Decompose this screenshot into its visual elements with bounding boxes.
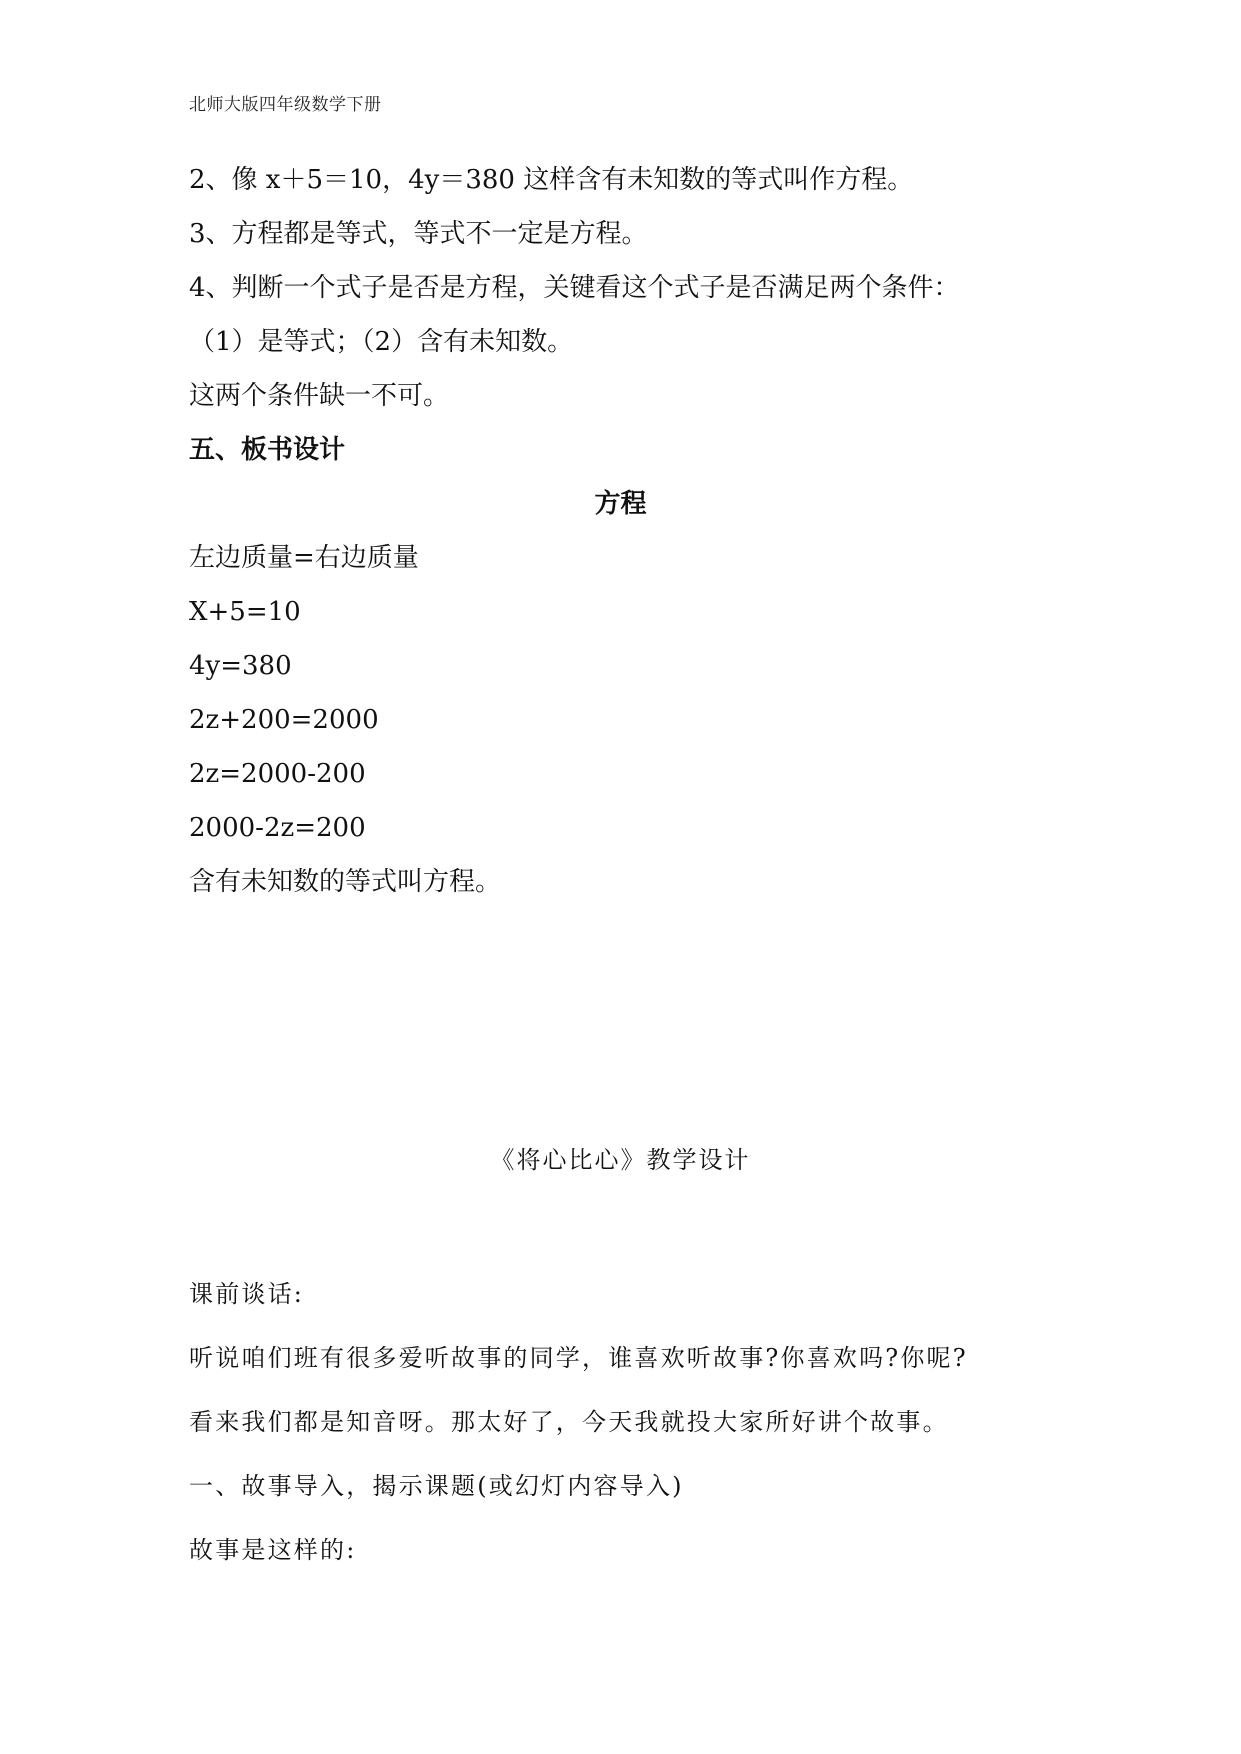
equation-definition-section (189, 153, 1069, 423)
board-equation: 2z=2000-200 (189, 759, 366, 789)
lesson-line: 看来我们都是知音呀。那太好了，今天我就投大家所好讲个故事。 (189, 1408, 949, 1436)
board-design-heading: 五、板书设计 (189, 435, 346, 465)
definition-line: （1）是等式；（2）含有未知数。 (189, 327, 574, 357)
board-equation: X+5=10 (189, 597, 301, 627)
board-line: 左边质量=右边质量 (189, 543, 419, 573)
lesson-line: 一、故事导入，揭示课题(或幻灯内容导入) (189, 1472, 684, 1500)
lesson-line: 故事是这样的: (189, 1536, 357, 1564)
definition-line: 3、方程都是等式，等式不一定是方程。 (189, 219, 648, 249)
board-equation: 2z+200=2000 (189, 705, 379, 735)
lesson-plan-title: 《将心比心》教学设计 (490, 1146, 751, 1174)
board-equation: 2000-2z=200 (189, 813, 366, 843)
definition-line: 这两个条件缺一不可。 (189, 381, 450, 411)
board-design-content (189, 531, 1069, 909)
definition-line: 2、像 x＋5＝10，4y＝380 这样含有未知数的等式叫作方程。 (189, 165, 914, 195)
definition-line: 4、判断一个式子是否是方程，关键看这个式子是否满足两个条件： (189, 273, 960, 303)
lesson-line: 课前谈话: (189, 1280, 305, 1308)
lesson-plan-body (189, 1262, 1069, 1582)
page-header: 北师大版四年级数学下册 (189, 95, 382, 115)
lesson-line: 听说咱们班有很多爱听故事的同学，谁喜欢听故事?你喜欢吗?你呢? (189, 1344, 968, 1372)
board-line: 含有未知数的等式叫方程。 (189, 867, 502, 897)
board-equation: 4y=380 (189, 651, 292, 681)
board-title: 方程 (594, 489, 647, 519)
